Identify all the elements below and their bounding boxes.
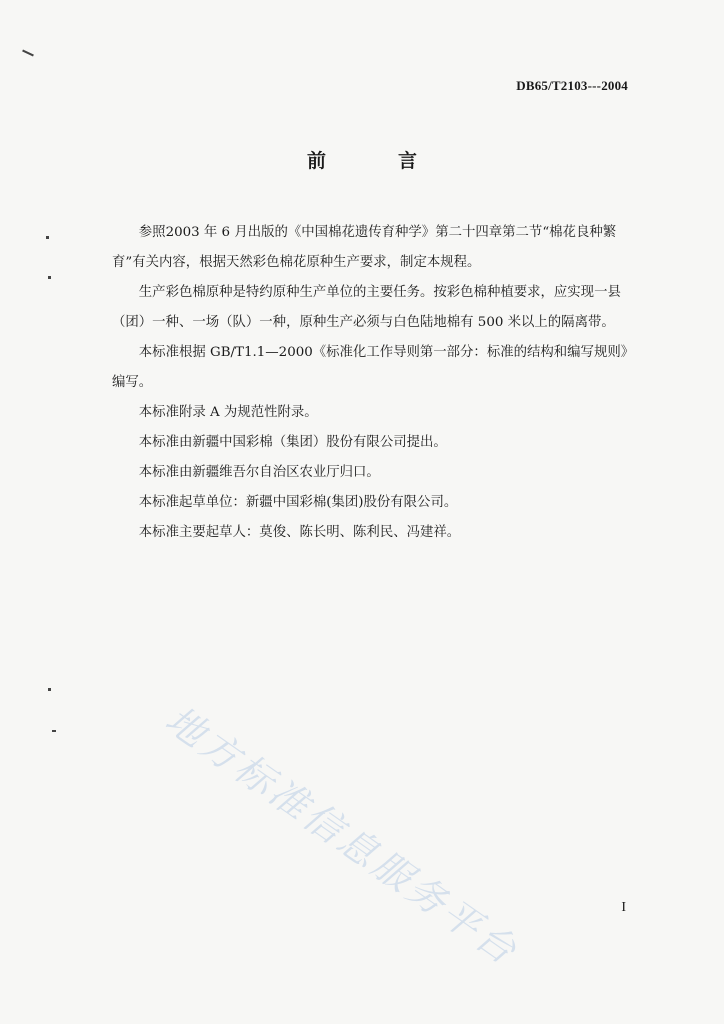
title-char-right: 言: [398, 150, 418, 172]
scan-mark: [52, 730, 56, 732]
watermark: 地方标准信息服务平台: [157, 697, 527, 975]
paragraph: 本标准由新疆中国彩棉（集团）股份有限公司提出。: [138, 435, 447, 450]
paragraph: 本标准根据 GB/T1.1—2000《标准化工作导则第一部分：标准的结构和编写规则》编写。: [112, 345, 628, 390]
paragraph: 本标准起草单位：新疆中国彩棉(集团)股份有限公司。: [138, 495, 458, 510]
scan-mark: [48, 688, 51, 691]
paragraph: 生产彩色棉原种是特约原种生产单位的主要任务。按彩色棉种植要求，应实现一县（团）一种、一场（队）一种，原种生产必须与白色陆地棉有 500 米以上的隔离带。: [112, 285, 621, 330]
page-number: I: [621, 900, 626, 915]
title-char-left: 前: [306, 150, 326, 172]
paragraph: 本标准由新疆维吾尔自治区农业厅归口。: [138, 465, 380, 480]
document-code: DB65/T2103---2004: [516, 78, 628, 93]
scan-mark: [22, 50, 34, 57]
paragraph: 参照2003 年 6 月出版的《中国棉花遗传育种学》第二十四章第二节“棉花良种繁育”有关内容，根据天然彩色棉花原种生产要求，制定本规程。: [112, 225, 617, 270]
paragraph: 本标准附录 A 为规范性附录。: [138, 405, 318, 420]
preface-body: [112, 218, 632, 548]
scan-mark: [46, 236, 49, 239]
scan-mark: [48, 276, 51, 279]
page-title: [0, 146, 724, 173]
paragraph: 本标准主要起草人：莫俊、陈长明、陈利民、冯建祥。: [138, 525, 461, 540]
